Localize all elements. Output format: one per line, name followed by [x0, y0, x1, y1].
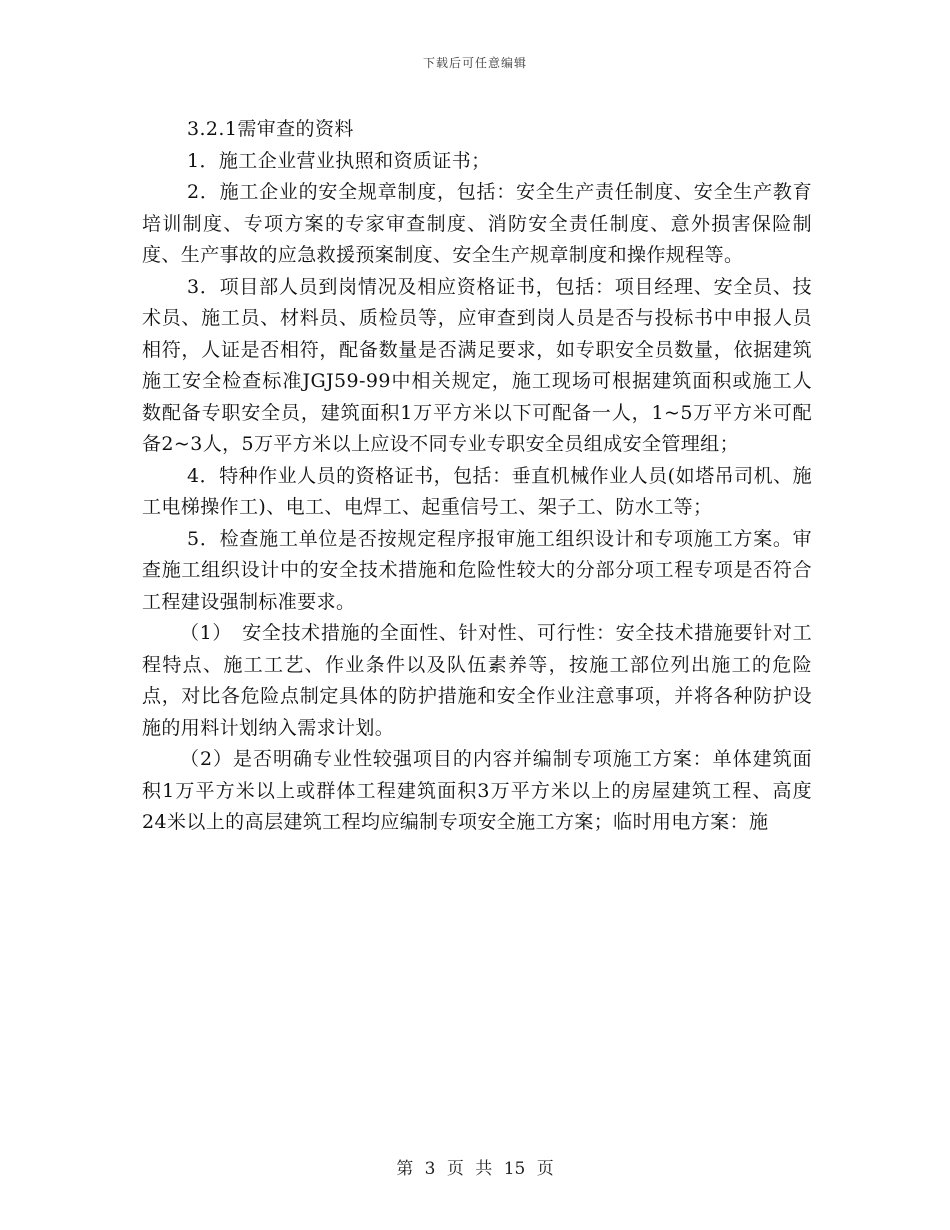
page-header-note: 下载后可任意编辑: [422, 56, 527, 70]
page-number-footer: 第 3 页 共 15 页: [396, 1159, 554, 1179]
paragraph-item-1: 1．施工企业营业执照和资质证书；: [187, 149, 491, 172]
paragraph-item-2: 2．施工企业的安全规章制度，包括：安全生产责任制度、安全生产教育培训制度、专项方案的专家审查制度、消防安全责任制度、意外损害保险制度、生产事故的应急救援预案制度、安全生产规章制度和操作规程等。: [142, 181, 812, 266]
paragraph-item-3: 3．项目部人员到岗情况及相应资格证书，包括：项目经理、安全员、技术员、施工员、材料员、质检员等，应审查到岗人员是否与投标书中申报人员相符，人证是否相符，配备数量是否满足要求，如专职安全员数量，依据建筑施工安全检查标准JGJ59-99中相关规定，施工现场可根据建筑面积或施工人数配备专职安全员，建筑面积1万平方米以下可配备一人，1~5万平方米可配备2~3人，5万平方米以上应设不同专业专职安全员组成安全管理组；: [142, 275, 812, 455]
sub-paragraph-2: （2）是否明确专业性较强项目的内容并编制专项施工方案：单体建筑面积1万平方米以上或群体工程建筑面积3万平方米以上的房屋建筑工程、高度24米以上的高层建筑工程均应编制专项安全施工方案；临时用电方案：施: [142, 748, 812, 833]
paragraph-item-5: 5．检查施工单位是否按规定程序报审施工组织设计和专项施工方案。审查施工组织设计中的安全技术措施和危险性较大的分部分项工程专项是否符合工程建设强制标准要求。: [142, 527, 812, 613]
document-body: [142, 114, 812, 839]
paragraph-item-4: 4．特种作业人员的资格证书，包括：垂直机械作业人员(如塔吊司机、施工电梯操作工)、电工、电焊工、起重信号工、架子工、防水工等；: [142, 464, 812, 518]
section-heading: 3.2.1需审查的资料: [187, 118, 354, 140]
sub-paragraph-1: （1） 安全技术措施的全面性、针对性、可行性：安全技术措施要针对工程特点、施工工艺、作业条件以及队伍素养等，按施工部位列出施工的危险点，对比各危险点制定具体的防护措施和安全作业注意事项，并将各种防护设施的用料计划纳入需求计划。: [142, 622, 812, 739]
